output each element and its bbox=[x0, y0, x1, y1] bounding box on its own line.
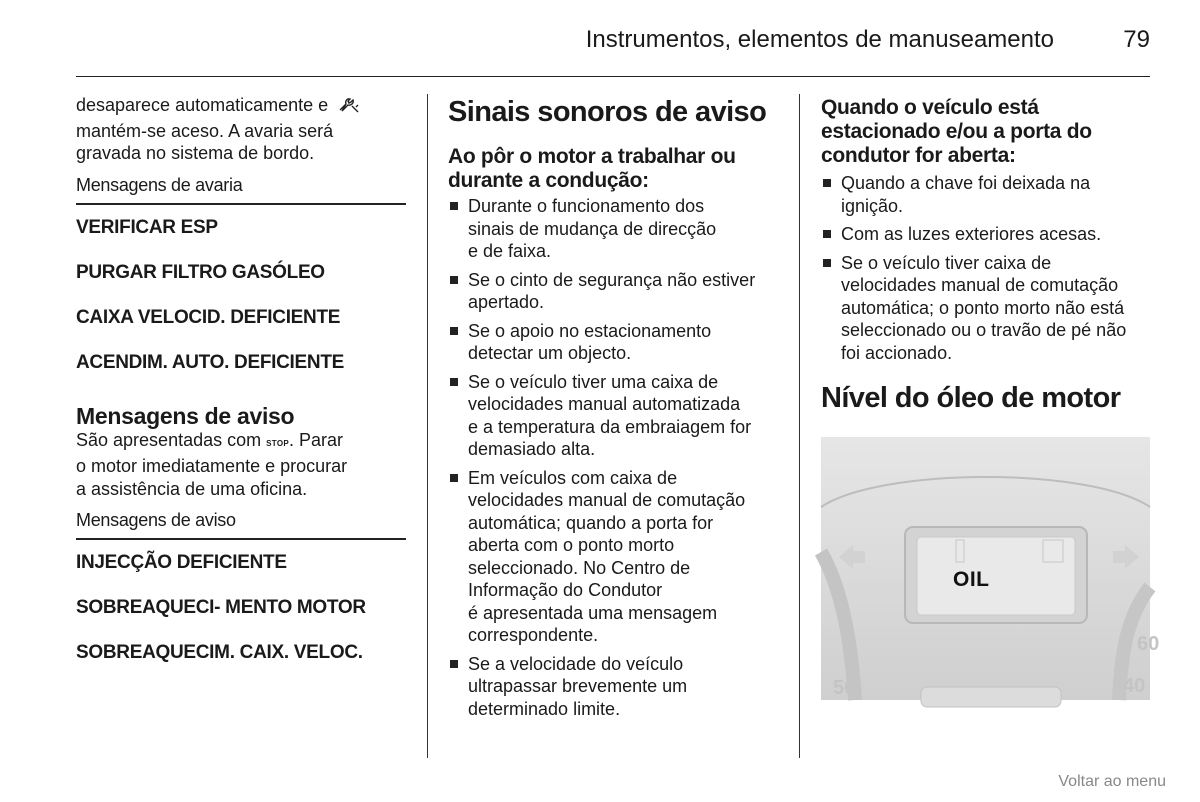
bullet-icon bbox=[450, 378, 458, 386]
subheading-line-1: Ao pôr o motor a trabalhar ou bbox=[448, 145, 736, 168]
warning-heading: Mensagens de aviso bbox=[76, 402, 295, 429]
bullet-icon bbox=[450, 474, 458, 482]
gauge-label-right: 40 bbox=[1123, 675, 1146, 697]
page-header bbox=[76, 22, 1150, 77]
intro-line-3: gravada no sistema de bordo. bbox=[76, 143, 315, 163]
list-item-line: Se a velocidade do veículo bbox=[468, 653, 684, 674]
list-item-line: detectar um objecto. bbox=[468, 343, 632, 363]
gauge-label-left: 50 bbox=[833, 677, 856, 699]
list-item-line: aberta com o ponto morto bbox=[468, 535, 675, 555]
page-number: 79 bbox=[1123, 26, 1150, 53]
table-row: SOBREAQUECIM. CAIX. VELOC. bbox=[76, 642, 363, 663]
fault-messages-header: Mensagens de avaria bbox=[76, 165, 406, 205]
header-title: Instrumentos, elementos de manuseamento bbox=[585, 26, 1054, 53]
parked-subheading bbox=[821, 96, 1151, 168]
list-item-line: Em veículos com caixa de bbox=[468, 467, 678, 488]
service-wrench-icon bbox=[337, 96, 361, 120]
warning-text-post: . Parar bbox=[288, 429, 344, 450]
instrument-cluster-photo bbox=[821, 437, 1160, 700]
gauge-label-right-top: 60 bbox=[1137, 633, 1160, 655]
list-item bbox=[821, 252, 1151, 365]
list-item-line: seleccionado ou o travão de pé não bbox=[841, 320, 1127, 340]
list-item-line: determinado limite. bbox=[468, 698, 621, 719]
column-divider bbox=[427, 94, 428, 758]
list-item-line: ultrapassar brevemente um bbox=[468, 676, 688, 696]
stop-symbol: STOP bbox=[266, 438, 289, 448]
table-row: SOBREAQUECI- MENTO MOTOR bbox=[76, 597, 366, 618]
list-item-line: automática; o ponto morto não está bbox=[841, 297, 1125, 318]
subheading-line-1: Quando o veículo está bbox=[821, 96, 1039, 119]
bullet-icon bbox=[823, 230, 831, 238]
list-item bbox=[821, 172, 1151, 217]
column-2 bbox=[448, 94, 780, 726]
bullet-icon bbox=[823, 179, 831, 187]
list-item-line: velocidades manual de comutação bbox=[841, 275, 1119, 295]
audible-warnings-subheading bbox=[448, 145, 780, 193]
list-item-line: velocidades manual automatizada bbox=[468, 394, 741, 414]
warning-paragraph bbox=[76, 429, 406, 501]
list-item bbox=[448, 269, 780, 314]
list-item-line: ignição. bbox=[841, 195, 904, 216]
bullet-icon bbox=[450, 276, 458, 284]
list-item bbox=[448, 195, 780, 263]
list-item-line: e de faixa. bbox=[468, 241, 552, 261]
table-row: PURGAR FILTRO GASÓLEO bbox=[76, 261, 325, 283]
list-item-line: Se o cinto de segurança não estiver bbox=[468, 269, 756, 290]
list-item-line: demasiado alta. bbox=[468, 439, 596, 459]
list-item-line: e a temperatura da embraiagem for bbox=[468, 416, 752, 437]
intro-line-2: mantém-se aceso. A avaria será bbox=[76, 120, 334, 141]
oil-level-heading: Nível do óleo de motor bbox=[821, 382, 1121, 414]
table-row: ACENDIM. AUTO. DEFICIENTE bbox=[76, 351, 345, 373]
list-item-line: Se o veículo tiver uma caixa de bbox=[468, 371, 719, 392]
list-item-line: seleccionado. No Centro de bbox=[468, 557, 691, 578]
fault-messages-table bbox=[76, 165, 406, 385]
list-item bbox=[448, 467, 780, 647]
list-item-line: Durante o funcionamento dos bbox=[468, 196, 705, 216]
parked-warnings-list bbox=[821, 172, 1151, 364]
list-item-line: velocidades manual de comutação bbox=[468, 490, 746, 510]
bullet-icon bbox=[823, 259, 831, 267]
bullet-icon bbox=[450, 327, 458, 335]
list-item-line: apertado. bbox=[468, 292, 545, 312]
column-3 bbox=[821, 94, 1151, 415]
audible-warnings-list bbox=[448, 195, 780, 720]
list-item-line: sinais de mudança de direcção bbox=[468, 218, 717, 239]
table-row: INJECÇÃO DEFICIENTE bbox=[76, 552, 287, 573]
intro-line-1: desaparece automaticamente e bbox=[76, 95, 329, 115]
list-item-line: Com as luzes exteriores acesas. bbox=[841, 224, 1102, 244]
table-row: VERIFICAR ESP bbox=[76, 216, 218, 238]
list-item-line: correspondente. bbox=[468, 625, 599, 645]
warning-section bbox=[76, 403, 406, 501]
table-row: CAIXA VELOCID. DEFICIENTE bbox=[76, 306, 341, 328]
list-item bbox=[448, 320, 780, 365]
subheading-line-2: durante a condução: bbox=[448, 169, 649, 192]
back-to-menu-link[interactable]: Voltar ao menu bbox=[1058, 773, 1166, 790]
intro-paragraph bbox=[76, 94, 406, 165]
warning-messages-table bbox=[76, 500, 406, 675]
warning-messages-header: Mensagens de aviso bbox=[76, 500, 406, 540]
audible-warnings-heading: Sinais sonoros de aviso bbox=[448, 96, 767, 128]
bullet-icon bbox=[450, 202, 458, 210]
list-item bbox=[821, 223, 1151, 246]
list-item-line: Se o apoio no estacionamento bbox=[468, 320, 712, 341]
list-item-line: Quando a chave foi deixada na bbox=[841, 173, 1091, 193]
warning-line-3: a assistência de uma oficina. bbox=[76, 478, 308, 499]
column-divider bbox=[799, 94, 800, 758]
subheading-line-3: condutor for aberta: bbox=[821, 144, 1016, 167]
list-item-line: Se o veículo tiver caixa de bbox=[841, 252, 1052, 273]
list-item-line: é apresentada uma mensagem bbox=[468, 602, 718, 623]
list-item-line: Informação do Condutor bbox=[468, 580, 663, 600]
subheading-line-2: estacionado e/ou a porta do bbox=[821, 120, 1092, 143]
list-item-line: automática; quando a porta for bbox=[468, 512, 714, 533]
oil-display-text: OIL bbox=[953, 568, 990, 591]
list-item-line: foi accionado. bbox=[841, 342, 953, 363]
warning-line-2: o motor imediatamente e procurar bbox=[76, 456, 348, 476]
warning-text-pre: São apresentadas com bbox=[76, 429, 262, 450]
list-item bbox=[448, 371, 780, 461]
column-1 bbox=[76, 94, 406, 675]
list-item bbox=[448, 653, 780, 721]
bullet-icon bbox=[450, 660, 458, 668]
